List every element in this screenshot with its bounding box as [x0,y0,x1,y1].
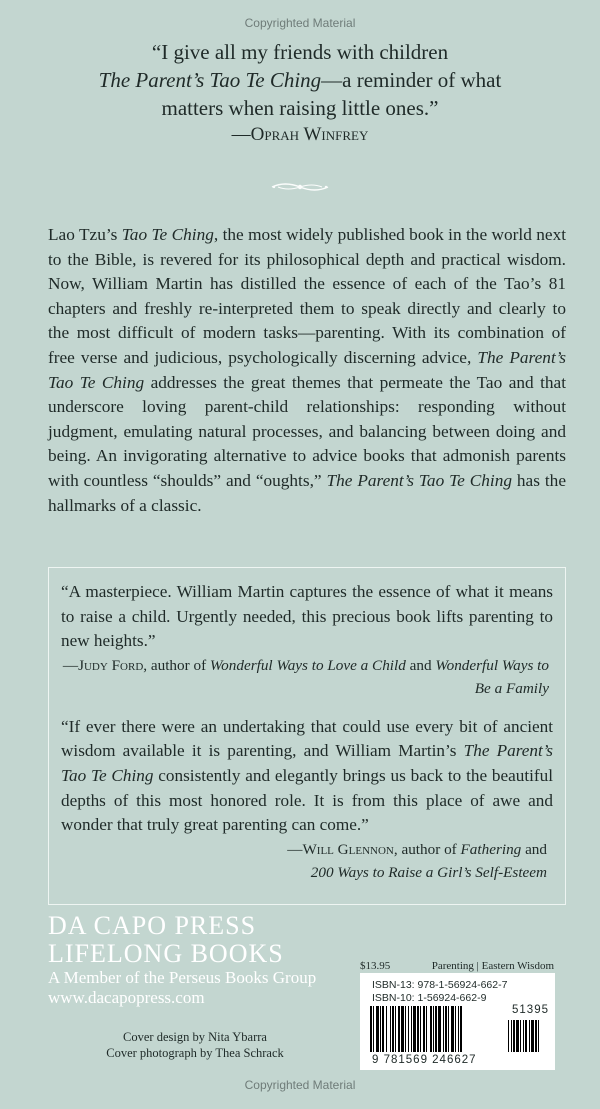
watermark-top: Copyrighted Material [244,16,356,30]
barcode-box [360,973,555,1070]
book-description [48,223,566,518]
publisher-website: www.dacapopress.com [48,988,205,1007]
isbn-13: ISBN-13: 978-1-56924-662-7 [372,979,508,991]
publisher-block [48,912,368,1008]
endorsements-box [48,567,566,905]
description-paragraph: Lao Tzu’s Tao Te Ching, the most widely published book in the world next to the Bible, is revered for its philosophical depth and practical wisdom. Now, William Martin has distilled the essence of each of the Tao’s 81 chapters and freshly re-interpreted them to speak directly and clearly to the most difficult of modern tasks—parenting. With its combination of free verse and judicious, psychologically discerning advice, The Parent’s Tao Te Ching addresses the great themes that permeate the Tao and that underscore loving parent-child relationships: responding without judgment, emulating natural processes, and balancing between doing and being. An invigorating alternative to advice books that admonish parents with countless “shoulds” and “oughts,” The Parent’s Tao Te Ching has the hallmarks of a classic. [48,225,567,515]
oprah-quote-line3: matters when raising little ones.” [161,96,439,120]
cover-photo-credit: Cover photograph by Thea Schrack [106,1046,284,1060]
isbn-10: ISBN-10: 1-56924-662-9 [372,992,487,1004]
glennon-attribution: —Will Glennon, author of Fathering and 200 Ways to Raise a Girl’s Self-Esteem [287,840,547,881]
genre: Parenting | Eastern Wisdom [431,960,554,972]
publisher-name: DA CAPO PRESS [48,911,257,940]
oprah-quote-line1: “I give all my friends with children [151,40,449,64]
ford-quote: “A masterpiece. William Martin captures the essence of what it means to raise a child. Urgently needed, this precious book lifts parenting to new heights.” [61,582,553,651]
oprah-attribution: —Oprah Winfrey [231,124,369,145]
glennon-quote: “If ever there were an undertaking that could use every bit of ancient wisdom available it is parenting, and William Martin’s The Parent’s Tao Te Ching consistently and elegantly brings us back to the beautiful depths of this most honored role. It is from this place of awe and wonder that truly great parenting can come.” [61,716,554,835]
oprah-quote-block [0,38,600,146]
ornament-flourish-icon [270,178,330,196]
price: $13.95 [360,960,391,972]
cover-design-credit: Cover design by Nita Ybarra [123,1030,267,1044]
barcode-addon-number: 51395 [512,1004,549,1016]
watermark-bottom: Copyrighted Material [244,1078,356,1092]
cover-credits [60,1029,330,1061]
book-title: The Parent’s Tao Te Ching [98,68,322,92]
oprah-quote-line2: The Parent’s Tao Te Ching—a reminder of what [98,68,502,92]
ford-attribution: —Judy Ford, author of Wonderful Ways to Love a Child and Wonderful Ways to Be a Family [62,656,549,697]
ean-number: 9 781569 246627 [372,1054,477,1066]
publisher-group: A Member of the Perseus Books Group [48,968,317,987]
imprint-name: LIFELONG BOOKS [48,939,284,968]
